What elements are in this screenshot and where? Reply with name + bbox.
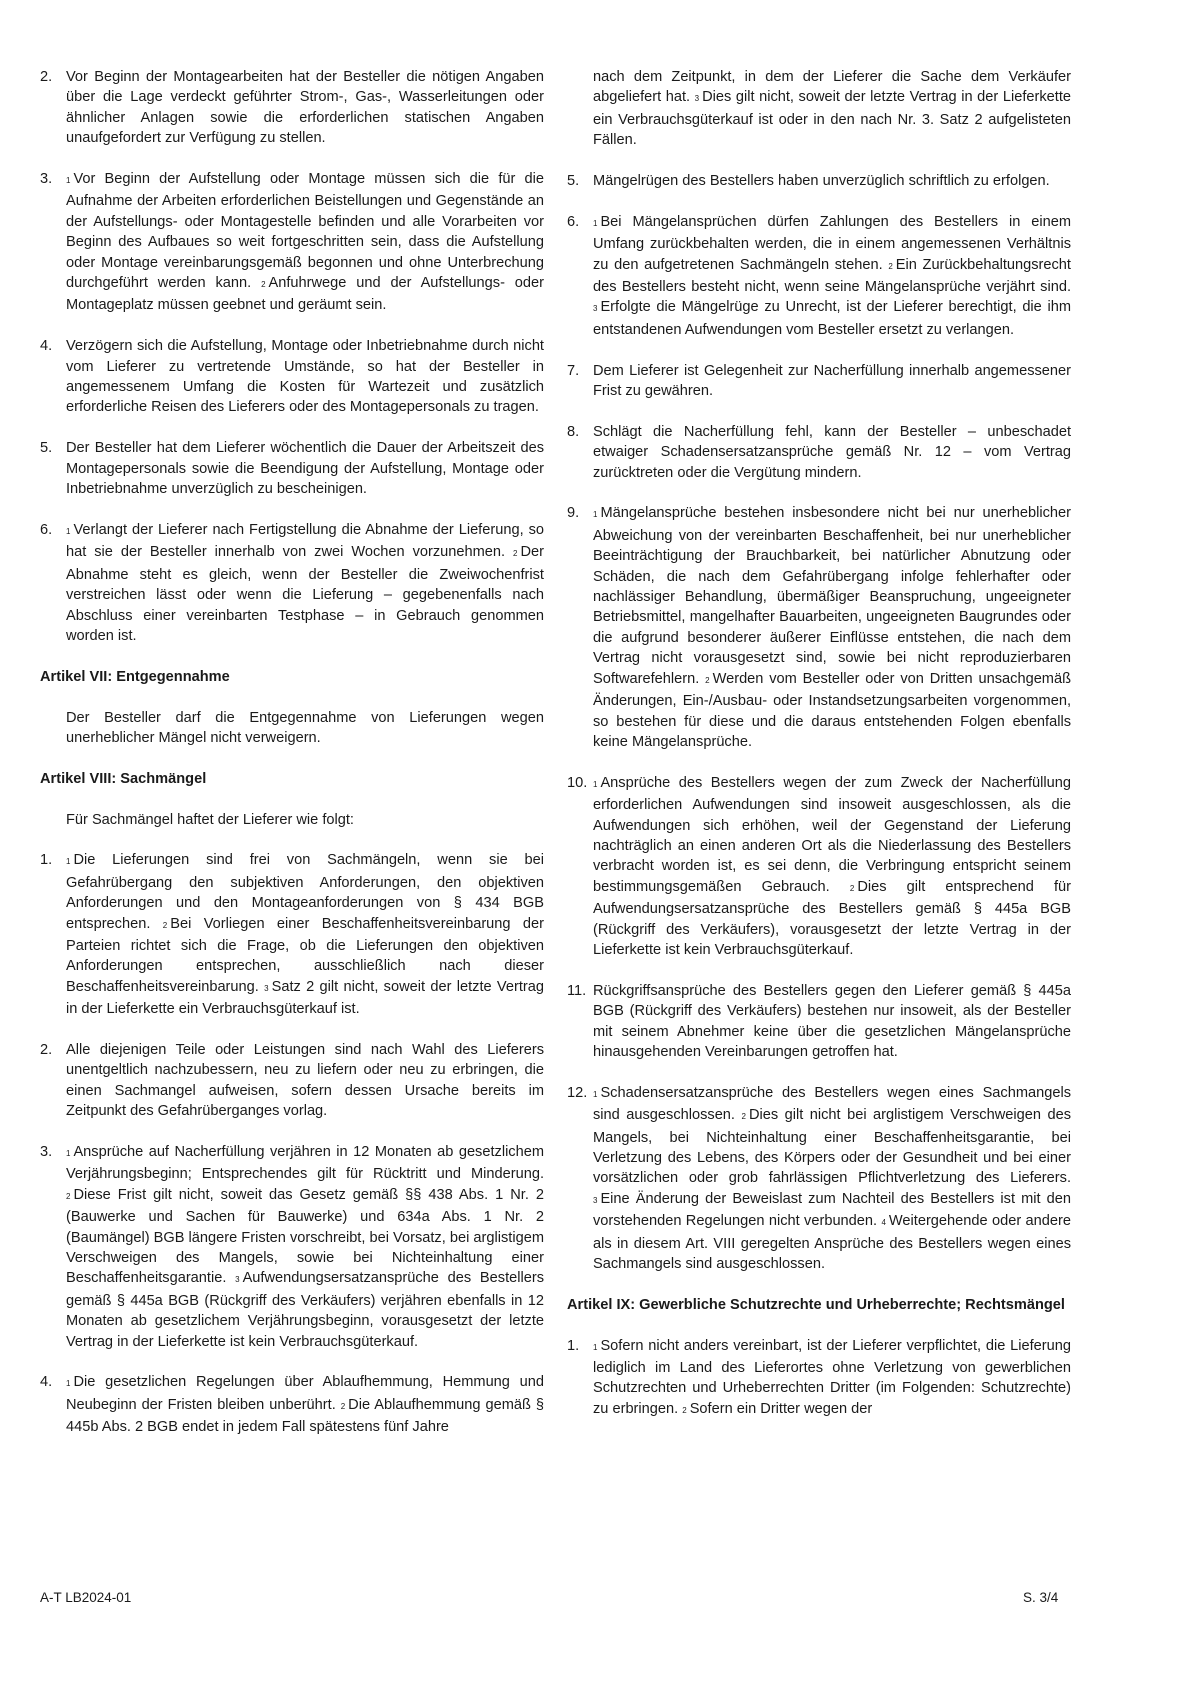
sentence-text: nach dem Zeitpunkt, in dem der Lieferer die Sache dem Verkäufer abgeliefert hat. (593, 69, 1071, 106)
sentence-text: Verzögern sich die Aufstellung, Montage oder Inbetriebnahme durch nicht vom Lieferer zu vertretende Umstände, so hat der Besteller in angemessenem Umfang die Kosten für Wartezeit und zusätzlich erforderliche Reisen des Lieferers oder des Montagepersonals zu tragen. (66, 338, 544, 416)
item-number: 5. (40, 440, 53, 457)
list-item (567, 981, 1071, 1063)
list-item (40, 67, 544, 149)
sentence-text: Der Besteller hat dem Lieferer wöchentlich die Dauer der Arbeitszeit des Montagepersonals sowie die Beendigung der Aufstellung, Montage oder Inbetriebnahme unverzüglich zu bescheinigen. (66, 440, 544, 498)
sentence-text: Dies gilt nicht bei arglistigem Verschweigen des Mangels, bei Nichteinhaltung einer Beschaffenheitsgarantie, bei Verletzung des Lebens, des Körpers oder der Gesundheit und bei einer vorsätzlichen oder grob fahrlässigen Pflichtverletzung des Lieferers. (593, 1107, 1071, 1187)
list-item (40, 520, 544, 646)
sentence-text: Anfuhrwege und der Aufstellungs- oder Montageplatz müssen geebnet und geräumt sein. (66, 275, 544, 314)
sentence-number: 2 (888, 261, 893, 271)
item-number: 1. (567, 1337, 580, 1354)
sentence-text: Sofern nicht anders vereinbart, ist der Lieferer verpflichtet, die Lieferung lediglich im Land des Lieferortes ohne Verletzung von gewerblichen Schutzrechten und Urheberrechten Dritter (im Folgenden: Schutzrechte) zu erbringen. (593, 1337, 1071, 1417)
item-number: 11. (567, 982, 587, 999)
sentence-text: Verlangt der Lieferer nach Fertigstellung die Abnahme der Lieferung, so hat sie der Besteller innerhalb von zwei Wochen vorzunehmen. (66, 521, 544, 561)
sentence-text: Sofern ein Dritter wegen der (689, 1400, 873, 1417)
sentence-number: 2 (66, 1191, 71, 1201)
item-number: 4. (40, 1374, 53, 1391)
sentence-number: 2 (741, 1112, 746, 1122)
item-number: 1. (40, 852, 53, 869)
footer-page-number: S. 3/4 (1023, 1590, 1059, 1605)
item-number: 5. (567, 173, 580, 190)
sentence-text: Vor Beginn der Aufstellung oder Montage müssen sich die für die Aufnahme der Arbeiten erforderlichen Beistellungen und Gegenstände an der Aufstellungs- oder Montagestelle befinden und alle Vorarbeiten vor Beginn des Aufbaues so weit fortgeschritten sein, dass die Aufstellung oder Montage vereinbarungsgemäß begonnen und ohne Unterbrechung durchgeführt werden kann. (66, 171, 544, 292)
sentence-number: 2 (261, 280, 266, 290)
article-8-intro: Für Sachmängel haftet der Lieferer wie folgt: (66, 811, 354, 828)
item-number: 9. (567, 505, 580, 522)
sentence-text: Dies gilt entsprechend für Aufwendungsersatzansprüche des Bestellers gemäß § 445a BGB (Rückgriff des Verkäufers), vorausgesetzt der letzte Vertrag in der Lieferkette ist kein Verbrauchsgüterkauf. (593, 878, 1072, 958)
sentence-text: Rückgriffsansprüche des Bestellers gegen den Lieferer gemäß § 445a BGB (Rückgriff des Verkäufers) bestehen nur insoweit, als der Besteller mit seinem Abnehmer keine über die gesetzlichen Mängelansprüche hinausgehenden Vereinbarungen getroffen hat. (593, 982, 1071, 1060)
sentence-text: Vor Beginn der Montagearbeiten hat der Besteller die nötigen Angaben über die Lage verdeckt geführter Strom-, Gas-, Wasserleitungen oder ähnlicher Anlagen sowie die erforderlichen statischen Angaben unaufgefordert zur Verfügung zu stellen. (66, 69, 544, 147)
list-item (567, 1336, 1071, 1422)
sentence-number: 1 (66, 1379, 71, 1389)
list-item (567, 171, 1071, 191)
item-number: 12. (567, 1084, 588, 1101)
sentence-text: Der Abnahme steht es gleich, wenn der Besteller die Zweiwochenfrist verstreichen lässt oder wenn die Lieferung – gegebenenfalls nach Abschluss einer vereinbarten Testphase – in Gebrauch genommen worden ist. (66, 544, 544, 644)
item-number: 3. (40, 1143, 53, 1160)
sentence-number: 3 (264, 983, 269, 993)
item-number: 2. (40, 69, 53, 85)
sentence-text: Schlägt die Nacherfüllung fehl, kann der Besteller – unbeschadet etwaiger Schadensersatzansprüche gemäß Nr. 12 – vom Vertrag zurücktreten oder die Vergütung mindern. (593, 423, 1071, 481)
sentence-number: 1 (66, 1148, 71, 1158)
item-number: 10. (567, 774, 588, 791)
sentence-number: 1 (66, 857, 71, 867)
list-item (40, 1040, 544, 1122)
sentence-number: 2 (513, 549, 518, 559)
sentence-text: Werden vom Besteller oder von Dritten unsachgemäß Änderungen, Ein-/Ausbau- oder Instandsetzungsarbeiten vorgenommen, so bestehen für diese und die daraus entstehenden Folgen ebenfalls keine Mängelansprüche. (593, 670, 1071, 750)
sentence-text: Ansprüche des Bestellers wegen der zum Zweck der Nacherfüllung erforderlichen Aufwendungen sind insoweit ausgeschlossen, als die Aufwendungen sich erhöhen, weil der Gegenstand der Lieferung nachträglich an einen anderen Ort als die Niederlassung des Bestellers verbracht worden ist, es sei denn, die Verbringung entspricht seinem bestimmungsgemäßen Gebrauch. (593, 774, 1071, 895)
sentence-number: 1 (66, 176, 71, 186)
list-item (567, 212, 1071, 340)
sentence-number: 2 (162, 920, 168, 930)
continued-paragraph (567, 67, 1071, 151)
sentence-text: Ein Zurückbehaltungsrecht des Bestellers besteht nicht, wenn seine Mängelansprüche verjährt sind. (593, 256, 1071, 296)
item-number: 3. (40, 171, 53, 188)
item-number: 8. (567, 423, 580, 440)
sentence-number: 2 (340, 1401, 346, 1411)
list-item (40, 1372, 544, 1437)
sentence-text: Dies gilt nicht, soweit der letzte Vertrag in der Lieferkette ein Verbrauchsgüterkauf ist oder in den nach Nr. 3. Satz 2 aufgelisteten Fällen. (593, 89, 1071, 149)
sentence-number: 3 (593, 1195, 598, 1205)
article-8-heading: Artikel VIII: Sachmängel (40, 770, 207, 787)
numbered-list-article-8 (40, 850, 544, 1437)
sentence-text: Die Ablaufhemmung gemäß § 445b Abs. 2 BGB endet in jedem Fall spätestens fünf Jahre (66, 1396, 544, 1436)
sentence-number: 1 (593, 1089, 598, 1099)
sentence-text: Satz 2 gilt nicht, soweit der letzte Vertrag in der Lieferkette ein Verbrauchsgüterkauf ist. (66, 978, 544, 1018)
numbered-list-article-8-continued (567, 171, 1071, 1274)
footer-document-id: A-T LB2024-01 (40, 1590, 132, 1605)
list-item (567, 503, 1071, 752)
item-number: 4. (40, 338, 53, 355)
sentence-text: Die Lieferungen sind frei von Sachmängeln, wenn sie bei Gefahrübergang den subjektiven Anforderungen, den objektiven Anforderungen und den Montageanforderungen von § 434 BGB entsprechen. (66, 852, 544, 932)
sentence-text: Schadensersatzansprüche des Bestellers wegen eines Sachmangels sind ausgeschlossen. (593, 1084, 1071, 1124)
list-item (40, 169, 544, 316)
article-7-heading: Artikel VII: Entgegennahme (40, 668, 230, 685)
item-number: 7. (567, 362, 580, 379)
sentence-number: 3 (593, 304, 598, 314)
sentence-text: Mängelansprüche bestehen insbesondere nicht bei nur unerheblicher Abweichung von der vereinbarten Beschaffenheit, bei nur unerheblicher Beeinträchtigung der Brauchbarkeit, bei natürlicher Abnutzung oder Schäden, die nach dem Gefahrübergang infolge fehlerhafter oder nachlässiger Behandlung, übermäßiger Beanspruchung, ungeeigneter Betriebsmittel, mangelhafter Bauarbeiten, ungeeigneten Baugrundes oder die aufgrund besonderer äußerer Einflüsse entstehen, die nach dem Vertrag nicht vorausgesetzt sind, sowie bei nicht reproduzierbaren Softwarefehlern. (593, 505, 1071, 687)
sentence-number: 3 (235, 1275, 240, 1285)
list-item (567, 361, 1071, 402)
sentence-text: Weitergehende oder andere als in diesem Art. VIII geregelten Ansprüche des Bestellers wegen eines Sachmangels sind ausgeschlossen. (593, 1213, 1071, 1273)
item-number: 2. (40, 1041, 53, 1058)
sentence-text: Bei Vorliegen einer Beschaffenheitsvereinbarung der Parteien richtet sich die Frage, ob die Lieferungen den objektiven Anforderungen entsprechen, ausschließlich nach dieser Beschaffenheitsvereinbarung. (66, 915, 545, 995)
sentence-number: 2 (849, 883, 855, 893)
list-item (40, 1142, 544, 1352)
sentence-text: Mängelrügen des Bestellers haben unverzüglich schriftlich zu erfolgen. (593, 173, 1050, 190)
sentence-text: Bei Mängelansprüchen dürfen Zahlungen des Bestellers in einem Umfang zurückbehalten werden, die in einem angemessenen Verhältnis zu den aufgetretenen Sachmängeln stehen. (593, 213, 1071, 273)
sentence-text: Eine Änderung der Beweislast zum Nachteil des Bestellers ist mit den vorstehenden Regelungen nicht verbunden. (593, 1190, 1071, 1230)
sentence-text: Diese Frist gilt nicht, soweit das Gesetz gemäß §§ 438 Abs. 1 Nr. 2 (Bauwerke und Sachen für Bauwerke) und 634a Abs. 1 Nr. 2 (Baumängel) BGB längere Fristen vorschreibt, bei Vorsatz, bei arglistigem Verschweigen des Mangels, sowie bei Nichteinhaltung einer Beschaffenheitsgarantie. (66, 1186, 544, 1287)
sentence-text: Dem Lieferer ist Gelegenheit zur Nacherfüllung innerhalb angemessener Frist zu gewähren. (593, 362, 1071, 400)
sentence-number: 2 (705, 675, 710, 685)
list-item (40, 850, 544, 1019)
left-column (40, 67, 544, 1458)
sentence-text: Alle diejenigen Teile oder Leistungen sind nach Wahl des Lieferers unentgeltlich nachzubessern, neu zu liefern oder neu zu erbringen, die einen Sachmangel aufweisen, sofern dessen Ursache bereits im Zeitpunkt des Gefahrüberganges vorlag. (66, 1041, 544, 1120)
sentence-text: Ansprüche auf Nacherfüllung verjähren in 12 Monaten ab gesetzlichem Verjährungsbeginn; Entsprechendes gilt für Rücktritt und Minderung. (66, 1143, 544, 1183)
sentence-number: 1 (593, 218, 598, 228)
article-9-heading: Artikel IX: Gewerbliche Schutzrechte und Urheberrechte; Rechtsmängel (567, 1296, 1065, 1313)
sentence-text: Aufwendungsersatzansprüche des Bestellers gemäß § 445a BGB (Rückgriff des Verkäufers) verjähren ebenfalls in 12 Monaten ab gesetzlichem Verjährungsbeginn, vorausgesetzt der letzte Vertrag in der Lieferkette ist kein Verbrauchsgüterkauf. (66, 1270, 544, 1350)
item-number: 6. (567, 213, 580, 230)
sentence-number: 1 (66, 526, 71, 536)
list-item (40, 438, 544, 499)
list-item (567, 773, 1071, 961)
item-number: 6. (40, 521, 53, 538)
right-column (567, 67, 1071, 1442)
sentence-number: 1 (593, 1342, 598, 1352)
numbered-list-article-9 (567, 1336, 1071, 1422)
sentence-number: 3 (694, 94, 700, 104)
sentence-number: 1 (593, 779, 598, 789)
list-item (567, 1083, 1071, 1275)
list-item (40, 336, 544, 418)
sentence-text: Erfolgte die Mängelrüge zu Unrecht, ist der Lieferer berechtigt, die ihm entstandenen Aufwendungen vom Besteller ersetzt zu verlangen. (593, 299, 1071, 338)
list-item (567, 422, 1071, 483)
sentence-number: 1 (593, 510, 598, 520)
sentence-number: 2 (682, 1405, 687, 1415)
sentence-text: Die gesetzlichen Regelungen über Ablaufhemmung, Hemmung und Neubeginn der Fristen bleiben unberührt. (66, 1374, 544, 1413)
sentence-number: 4 (881, 1218, 886, 1228)
article-7-text: Der Besteller darf die Entgegennahme von Lieferungen wegen unerheblicher Mängel nicht verweigern. (66, 709, 544, 746)
numbered-list-pre-article-7 (40, 67, 544, 646)
